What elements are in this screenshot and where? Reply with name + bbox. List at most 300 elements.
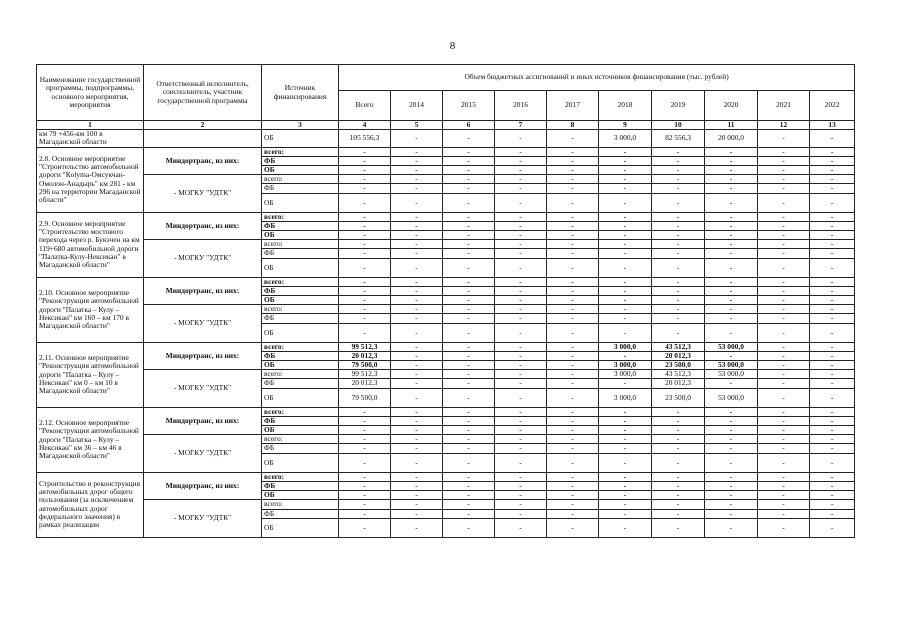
value-cell: - — [758, 277, 810, 286]
source-cell: ОБ — [262, 323, 339, 342]
value-cell: - — [495, 509, 547, 518]
value-cell: - — [810, 472, 855, 481]
header-year: 2016 — [495, 91, 547, 121]
value-cell: - — [547, 147, 599, 156]
value-cell: - — [547, 258, 599, 277]
value-cell: - — [495, 361, 547, 370]
column-number: 13 — [810, 121, 855, 130]
source-cell: ОБ — [262, 231, 339, 240]
value-cell: - — [443, 184, 495, 193]
value-cell: - — [810, 231, 855, 240]
value-cell: 20 012,3 — [339, 379, 391, 388]
value-cell: 53 000,0 — [705, 388, 758, 407]
value-cell: - — [758, 509, 810, 518]
value-cell: - — [758, 416, 810, 425]
value-cell: - — [495, 407, 547, 416]
value-cell: - — [547, 491, 599, 500]
value-cell: - — [652, 416, 705, 425]
value-cell: - — [652, 156, 705, 165]
value-cell: - — [599, 231, 652, 240]
value-cell: - — [758, 435, 810, 444]
value-cell: - — [443, 147, 495, 156]
value-cell: 99 512,3 — [339, 370, 391, 379]
value-cell: - — [443, 342, 495, 351]
table-row — [37, 130, 855, 147]
value-cell: - — [339, 518, 391, 537]
value-cell: - — [339, 212, 391, 221]
value-cell: - — [810, 305, 855, 314]
value-cell: - — [758, 314, 810, 323]
value-cell: - — [547, 193, 599, 212]
value-cell: - — [339, 156, 391, 165]
value-cell: - — [495, 240, 547, 249]
value-cell: - — [391, 231, 443, 240]
value-cell: - — [547, 509, 599, 518]
value-cell: - — [391, 212, 443, 221]
value-cell: - — [705, 258, 758, 277]
header-name: Наименование государственной программы, подпрограммы, основного мероприятия, мероприятия — [37, 65, 144, 121]
value-cell: - — [547, 342, 599, 351]
value-cell: - — [599, 184, 652, 193]
value-cell: - — [495, 296, 547, 305]
value-cell: - — [339, 435, 391, 444]
value-cell: - — [652, 231, 705, 240]
value-cell: - — [339, 147, 391, 156]
value-cell: - — [758, 472, 810, 481]
value-cell: - — [599, 472, 652, 481]
value-cell: - — [599, 500, 652, 509]
responsible-cell: Миндортранс, из них: — [144, 342, 262, 370]
value-cell: - — [705, 416, 758, 425]
value-cell: - — [495, 277, 547, 286]
value-cell: - — [758, 147, 810, 156]
value-cell: - — [652, 240, 705, 249]
value-cell: - — [495, 453, 547, 472]
value-cell: - — [652, 481, 705, 490]
responsible-cell: - МОГКУ "УДТК" — [144, 435, 262, 472]
value-cell: - — [810, 296, 855, 305]
value-cell: - — [758, 286, 810, 295]
value-cell: - — [495, 323, 547, 342]
value-cell: - — [547, 175, 599, 184]
column-number: 10 — [652, 121, 705, 130]
value-cell: - — [391, 518, 443, 537]
value-cell: - — [547, 379, 599, 388]
value-cell: - — [495, 130, 547, 147]
value-cell: - — [705, 240, 758, 249]
value-cell: - — [758, 379, 810, 388]
value-cell: 3 000,0 — [599, 130, 652, 147]
value-cell: - — [758, 231, 810, 240]
value-cell: - — [758, 212, 810, 221]
header-source: Источник финансирования — [262, 65, 339, 121]
value-cell: - — [495, 193, 547, 212]
value-cell: - — [599, 166, 652, 175]
header-year: Всего — [339, 91, 391, 121]
column-number: 2 — [144, 121, 262, 130]
value-cell: - — [495, 388, 547, 407]
value-cell: - — [810, 379, 855, 388]
source-cell: ФБ — [262, 286, 339, 295]
value-cell: - — [599, 221, 652, 230]
value-cell: - — [652, 435, 705, 444]
value-cell: - — [758, 221, 810, 230]
table-row — [37, 435, 855, 444]
value-cell: - — [652, 509, 705, 518]
table-row — [37, 240, 855, 249]
header-year: 2018 — [599, 91, 652, 121]
value-cell: - — [495, 500, 547, 509]
value-cell: - — [443, 240, 495, 249]
column-number: 11 — [705, 121, 758, 130]
value-cell: - — [547, 231, 599, 240]
value-cell: - — [705, 351, 758, 360]
value-cell: - — [705, 444, 758, 453]
value-cell: - — [443, 491, 495, 500]
value-cell: - — [705, 453, 758, 472]
table-row — [37, 212, 855, 221]
value-cell: - — [443, 249, 495, 258]
value-cell: - — [391, 314, 443, 323]
value-cell: - — [547, 240, 599, 249]
value-cell: - — [652, 323, 705, 342]
value-cell: - — [391, 509, 443, 518]
source-cell: ОБ — [262, 426, 339, 435]
value-cell: - — [547, 305, 599, 314]
value-cell: - — [758, 370, 810, 379]
value-cell: 23 500,0 — [652, 361, 705, 370]
value-cell: - — [339, 175, 391, 184]
value-cell: - — [391, 453, 443, 472]
value-cell: - — [339, 305, 391, 314]
value-cell: - — [391, 258, 443, 277]
value-cell: - — [443, 426, 495, 435]
source-cell: всего: — [262, 240, 339, 249]
value-cell: - — [495, 370, 547, 379]
value-cell: - — [495, 416, 547, 425]
value-cell: - — [599, 426, 652, 435]
value-cell: - — [443, 407, 495, 416]
value-cell: - — [547, 453, 599, 472]
value-cell: - — [758, 240, 810, 249]
value-cell: - — [339, 453, 391, 472]
value-cell: - — [599, 314, 652, 323]
activity-name: 2.11. Основное мероприятие "Реконструкция автомобильной дороги "Палатка – Кулу – Нексикан" км 0 – км 10 в Магаданской области" — [37, 342, 144, 407]
source-cell: всего: — [262, 277, 339, 286]
value-cell: - — [495, 491, 547, 500]
value-cell: - — [443, 509, 495, 518]
value-cell: - — [495, 147, 547, 156]
value-cell: - — [547, 212, 599, 221]
value-cell: - — [758, 426, 810, 435]
value-cell: - — [391, 472, 443, 481]
value-cell: - — [339, 249, 391, 258]
header-year: 2017 — [547, 91, 599, 121]
value-cell: - — [443, 500, 495, 509]
column-number: 8 — [547, 121, 599, 130]
value-cell: - — [547, 323, 599, 342]
value-cell: - — [599, 147, 652, 156]
value-cell: - — [339, 472, 391, 481]
value-cell: - — [810, 193, 855, 212]
value-cell: - — [547, 296, 599, 305]
value-cell: - — [391, 370, 443, 379]
column-number: 5 — [391, 121, 443, 130]
header-year: 2015 — [443, 91, 495, 121]
value-cell: - — [339, 184, 391, 193]
value-cell: - — [547, 130, 599, 147]
value-cell: - — [547, 388, 599, 407]
value-cell: - — [339, 509, 391, 518]
value-cell: - — [443, 193, 495, 212]
responsible-cell: - МОГКУ "УДТК" — [144, 175, 262, 212]
value-cell: - — [443, 305, 495, 314]
value-cell: 20 000,0 — [705, 130, 758, 147]
column-number: 3 — [262, 121, 339, 130]
responsible-cell: Миндортранс, из них: — [144, 472, 262, 500]
value-cell: - — [810, 314, 855, 323]
value-cell: - — [599, 240, 652, 249]
value-cell: - — [810, 407, 855, 416]
value-cell: 43 512,3 — [652, 370, 705, 379]
value-cell: - — [705, 156, 758, 165]
value-cell: - — [705, 323, 758, 342]
value-cell: - — [652, 147, 705, 156]
value-cell: - — [599, 175, 652, 184]
value-cell: - — [391, 407, 443, 416]
value-cell: - — [599, 416, 652, 425]
value-cell: - — [705, 221, 758, 230]
responsible-cell: Миндортранс, из них: — [144, 147, 262, 175]
source-cell: всего: — [262, 407, 339, 416]
source-cell: ФБ — [262, 351, 339, 360]
value-cell: 79 500,0 — [339, 388, 391, 407]
value-cell: - — [810, 453, 855, 472]
value-cell: - — [391, 481, 443, 490]
activity-name: 2.8. Основное мероприятие "Строительство автомобильной дороги "Кolyma-Омсукчан-Омолон-Анадырь" км 281 - км 296 на территории Магаданской области" — [37, 147, 144, 212]
value-cell: - — [705, 286, 758, 295]
value-cell: - — [758, 388, 810, 407]
value-cell: - — [705, 518, 758, 537]
value-cell: - — [758, 518, 810, 537]
value-cell: - — [443, 416, 495, 425]
value-cell: - — [705, 193, 758, 212]
value-cell: - — [810, 491, 855, 500]
value-cell: - — [547, 426, 599, 435]
source-cell: ОБ — [262, 361, 339, 370]
value-cell: - — [758, 249, 810, 258]
value-cell: - — [443, 361, 495, 370]
value-cell: - — [547, 221, 599, 230]
value-cell: 53 000,0 — [705, 370, 758, 379]
value-cell: - — [495, 426, 547, 435]
value-cell: - — [652, 314, 705, 323]
value-cell: - — [810, 509, 855, 518]
value-cell: - — [391, 305, 443, 314]
source-cell: всего: — [262, 175, 339, 184]
value-cell: - — [705, 509, 758, 518]
value-cell: - — [705, 491, 758, 500]
value-cell: - — [810, 249, 855, 258]
value-cell: - — [547, 444, 599, 453]
table-row — [37, 500, 855, 509]
value-cell: 20 012,3 — [339, 351, 391, 360]
value-cell: - — [339, 166, 391, 175]
value-cell: 3 000,0 — [599, 342, 652, 351]
value-cell: 20 012,3 — [652, 379, 705, 388]
value-cell: - — [443, 323, 495, 342]
header-responsible: Ответственный исполнитель, соисполнитель, участник государственной программы — [144, 65, 262, 121]
value-cell: - — [339, 407, 391, 416]
value-cell: - — [547, 249, 599, 258]
table-row — [37, 472, 855, 481]
value-cell: - — [391, 147, 443, 156]
value-cell: - — [705, 231, 758, 240]
value-cell: - — [599, 435, 652, 444]
value-cell: - — [339, 444, 391, 453]
value-cell: - — [758, 175, 810, 184]
value-cell: - — [443, 156, 495, 165]
value-cell: - — [810, 175, 855, 184]
header-year: 2021 — [758, 91, 810, 121]
column-number: 7 — [495, 121, 547, 130]
value-cell: 3 000,0 — [599, 388, 652, 407]
source-cell: ФБ — [262, 314, 339, 323]
table-row — [37, 175, 855, 184]
value-cell: - — [547, 277, 599, 286]
value-cell: - — [758, 166, 810, 175]
value-cell: - — [652, 286, 705, 295]
table-row — [37, 147, 855, 156]
value-cell: - — [599, 305, 652, 314]
value-cell: - — [599, 444, 652, 453]
value-cell: - — [495, 166, 547, 175]
source-cell: ФБ — [262, 379, 339, 388]
activity-name: 2.10. Основное мероприятие "Реконструкция автомобильной дороги "Палатка – Кулу – Нексикан" км 160 – км 170 в Магаданской области" — [37, 277, 144, 342]
value-cell: - — [495, 221, 547, 230]
value-cell: - — [547, 481, 599, 490]
column-number: 9 — [599, 121, 652, 130]
value-cell: - — [391, 193, 443, 212]
value-cell: - — [547, 472, 599, 481]
value-cell: 3 000,0 — [599, 370, 652, 379]
value-cell: - — [758, 444, 810, 453]
value-cell: - — [599, 277, 652, 286]
value-cell: - — [339, 231, 391, 240]
value-cell: - — [495, 286, 547, 295]
value-cell: - — [758, 156, 810, 165]
value-cell: - — [758, 130, 810, 147]
value-cell: - — [495, 184, 547, 193]
value-cell: - — [599, 491, 652, 500]
value-cell: - — [495, 518, 547, 537]
value-cell: - — [495, 175, 547, 184]
responsible-cell: - МОГКУ "УДТК" — [144, 370, 262, 407]
table-row — [37, 407, 855, 416]
source-cell: ОБ — [262, 388, 339, 407]
value-cell: - — [547, 518, 599, 537]
value-cell: - — [391, 286, 443, 295]
value-cell: - — [599, 249, 652, 258]
source-cell: ФБ — [262, 249, 339, 258]
value-cell: - — [652, 258, 705, 277]
value-cell: - — [495, 156, 547, 165]
value-cell: - — [495, 379, 547, 388]
value-cell: - — [652, 453, 705, 472]
value-cell: - — [443, 175, 495, 184]
value-cell: - — [758, 296, 810, 305]
column-number: 1 — [37, 121, 144, 130]
value-cell: - — [599, 453, 652, 472]
value-cell: - — [391, 491, 443, 500]
source-cell: ФБ — [262, 221, 339, 230]
responsible-cell: Миндортранс, из них: — [144, 277, 262, 305]
source-cell: всего: — [262, 472, 339, 481]
column-number: 6 — [443, 121, 495, 130]
value-cell: - — [810, 416, 855, 425]
source-cell: ОБ — [262, 296, 339, 305]
value-cell: - — [705, 407, 758, 416]
table-row — [37, 277, 855, 286]
value-cell: - — [810, 156, 855, 165]
value-cell: - — [810, 184, 855, 193]
value-cell: - — [599, 407, 652, 416]
source-cell: ФБ — [262, 184, 339, 193]
source-cell: ФБ — [262, 481, 339, 490]
responsible-cell: Миндортранс, из них: — [144, 407, 262, 435]
value-cell: - — [547, 500, 599, 509]
table-row — [37, 305, 855, 314]
value-cell: - — [810, 370, 855, 379]
value-cell: - — [652, 212, 705, 221]
value-cell: - — [705, 166, 758, 175]
value-cell: - — [547, 166, 599, 175]
value-cell: - — [810, 351, 855, 360]
value-cell: - — [443, 453, 495, 472]
value-cell: - — [443, 130, 495, 147]
header-volume: Объем бюджетных ассигнований и иных источников финансирования (тыс. рублей) — [339, 65, 855, 91]
value-cell: - — [652, 249, 705, 258]
value-cell: - — [339, 221, 391, 230]
value-cell: - — [599, 518, 652, 537]
source-cell: ОБ — [262, 258, 339, 277]
value-cell: - — [652, 166, 705, 175]
value-cell: - — [391, 435, 443, 444]
value-cell: - — [810, 444, 855, 453]
value-cell: - — [705, 184, 758, 193]
column-number: 4 — [339, 121, 391, 130]
value-cell: - — [810, 277, 855, 286]
value-cell: - — [443, 296, 495, 305]
value-cell: - — [443, 258, 495, 277]
value-cell: - — [339, 193, 391, 212]
value-cell: - — [652, 221, 705, 230]
value-cell: 43 512,3 — [652, 342, 705, 351]
value-cell: - — [547, 156, 599, 165]
value-cell: - — [547, 416, 599, 425]
value-cell: - — [810, 518, 855, 537]
source-cell: ФБ — [262, 509, 339, 518]
value-cell: - — [652, 407, 705, 416]
value-cell: - — [391, 379, 443, 388]
value-cell: - — [810, 221, 855, 230]
value-cell: - — [339, 314, 391, 323]
value-cell: - — [391, 156, 443, 165]
source-cell: ФБ — [262, 444, 339, 453]
value-cell: - — [391, 221, 443, 230]
value-cell: 82 556,3 — [652, 130, 705, 147]
activity-name: 2.9. Основное мероприятие "Строительство мостового перехода через р. Букэчен на км 119+680 автомобильной дороги "Палатка-Кулу-Нексикан" в Магаданской области" — [37, 212, 144, 277]
